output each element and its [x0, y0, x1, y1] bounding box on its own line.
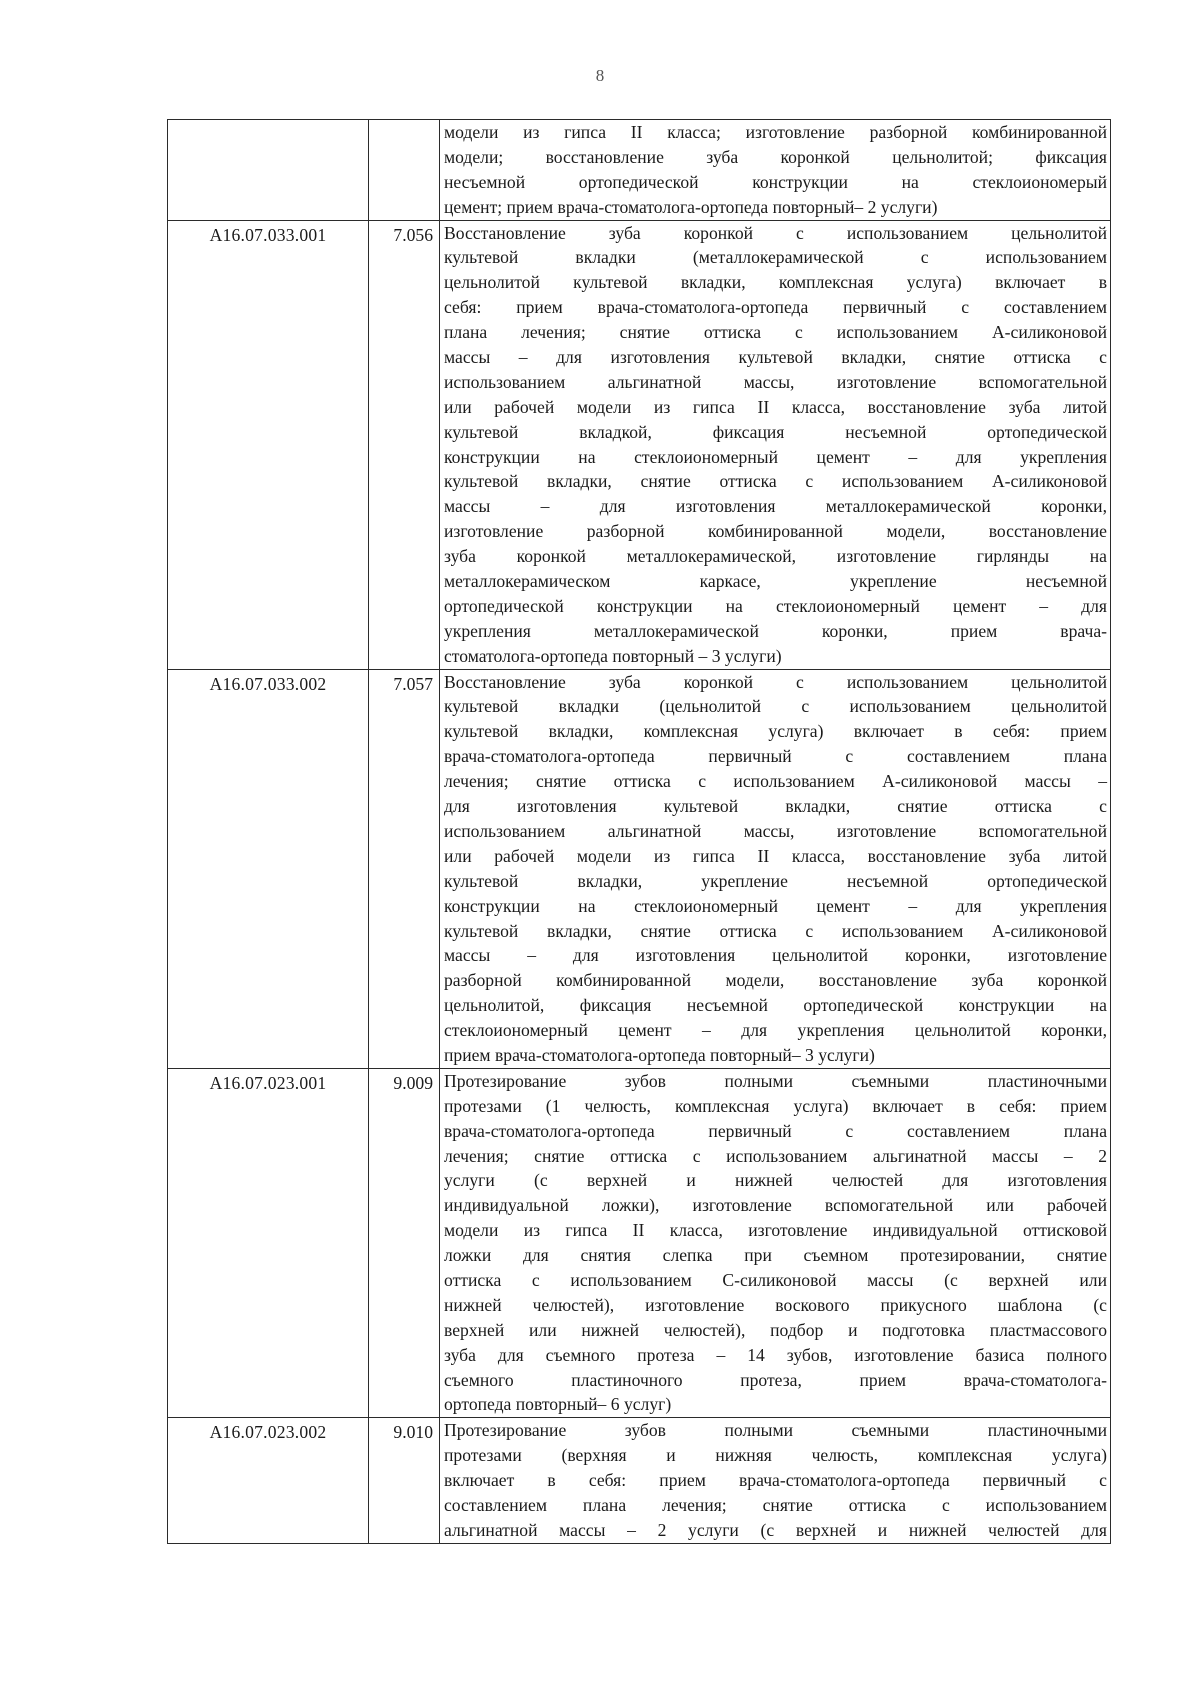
- description-line: культевой вкладкой, фиксация несъемной ортопедической: [444, 421, 1107, 442]
- page-number: 8: [595, 66, 605, 85]
- description-line: укрепления металлокерамической коронки, прием врача-: [444, 620, 1107, 641]
- service-code-cell: A16.07.023.001: [168, 1068, 369, 1417]
- description-line: культевой вкладки, комплексная услуга) включает в себя: прием: [444, 721, 1107, 742]
- table-row: [168, 1418, 1111, 1543]
- service-description-cell: [440, 669, 1111, 1068]
- description-line: модели из гипса II класса, изготовление индивидуальной оттисковой: [444, 1220, 1107, 1241]
- description-line: врача-стоматолога-ортопеда первичный с составлением плана: [444, 1120, 1107, 1141]
- tariff-table: [167, 119, 1111, 1544]
- description-line: конструкции на стеклоиономерный цемент – для укрепления: [444, 895, 1107, 916]
- description-line: массы – для изготовления цельнолитой коронки, изготовление: [444, 945, 1107, 966]
- description-line: цельнолитой, фиксация несъемной ортопедической конструкции на: [444, 995, 1107, 1016]
- description-line: плана лечения; снятие оттиска с использованием А-силиконовой: [444, 322, 1107, 343]
- description-line: массы – для изготовления металлокерамической коронки,: [444, 496, 1107, 517]
- description-line: культевой вкладки, снятие оттиска с использованием А-силиконовой: [444, 920, 1107, 941]
- description-line: зуба коронкой металлокерамической, изготовление гирлянды на: [444, 546, 1107, 567]
- description-line: стоматолога-ортопеда повторный – 3 услуги): [444, 645, 782, 666]
- description-line: протезами (1 челюсть, комплексная услуга) включает в себя: прием: [444, 1095, 1107, 1116]
- item-number-cell: 9.009: [369, 1068, 440, 1417]
- description-line: услуги (с верхней и нижней челюстей для изготовления: [444, 1170, 1107, 1191]
- description-line: массы – для изготовления культевой вкладки, снятие оттиска с: [444, 347, 1107, 368]
- description-line: составлением плана лечения; снятие оттиска с использованием: [444, 1494, 1107, 1515]
- table-body: [168, 120, 1111, 1544]
- description-line: верхней или нижней челюстей), подбор и подготовка пластмассового: [444, 1319, 1107, 1340]
- service-code-cell: A16.07.023.002: [168, 1418, 369, 1543]
- description-line: культевой вкладки (цельнолитой с использованием цельнолитой: [444, 696, 1107, 717]
- description-line: или рабочей модели из гипса II класса, восстановление зуба литой: [444, 396, 1107, 417]
- service-code-cell: A16.07.033.001: [168, 220, 369, 669]
- description-line: металлокерамическом каркасе, укрепление несъемной: [444, 571, 1107, 592]
- service-description-cell: [440, 1418, 1111, 1543]
- table-row: [168, 1068, 1111, 1417]
- table-row: [168, 669, 1111, 1068]
- description-line: Восстановление зуба коронкой с использованием цельнолитой: [444, 222, 1107, 243]
- description-line: съемного пластиночного протеза, прием врача-стоматолога-: [444, 1369, 1107, 1390]
- description-line: Восстановление зуба коронкой с использованием цельнолитой: [444, 671, 1107, 692]
- description-line: прием врача-стоматолога-ортопеда повторный– 3 услуги): [444, 1044, 875, 1065]
- service-code-cell: [168, 120, 369, 221]
- table-row: [168, 220, 1111, 669]
- description-line: культевой вкладки (металлокерамической с использованием: [444, 247, 1107, 268]
- description-line: протезами (верхняя и нижняя челюсть, комплексная услуга): [444, 1445, 1107, 1466]
- description-line: разборной комбинированной модели, восстановление зуба коронкой: [444, 970, 1107, 991]
- item-number-cell: 9.010: [369, 1418, 440, 1543]
- description-line: цемент; прием врача-стоматолога-ортопеда повторный– 2 услуги): [444, 196, 938, 217]
- description-line: ортопедической конструкции на стеклоиономерный цемент – для: [444, 595, 1107, 616]
- service-description-cell: [440, 1068, 1111, 1417]
- description-line: нижней челюстей), изготовление воскового прикусного шаблона (с: [444, 1294, 1107, 1315]
- description-line: оттиска с использованием С-силиконовой массы (с верхней или: [444, 1269, 1107, 1290]
- description-line: для изготовления культевой вкладки, снятие оттиска с: [444, 796, 1107, 817]
- description-line: врача-стоматолога-ортопеда первичный с составлением плана: [444, 746, 1107, 767]
- description-line: ложки для снятия слепка при съемном протезировании, снятие: [444, 1245, 1107, 1266]
- description-line: Протезирование зубов полными съемными пластиночными: [444, 1070, 1107, 1091]
- description-line: лечения; снятие оттиска с использованием А-силиконовой массы –: [444, 771, 1107, 792]
- description-line: несъемной ортопедической конструкции на стеклоиономерый: [444, 171, 1107, 192]
- description-line: ортопеда повторный– 6 услуг): [444, 1394, 672, 1415]
- description-line: альгинатной массы – 2 услуги (с верхней и нижней челюстей для: [444, 1519, 1107, 1540]
- description-line: цельнолитой культевой вкладки, комплексная услуга) включает в: [444, 272, 1107, 293]
- service-description-cell: [440, 220, 1111, 669]
- item-number-cell: 7.056: [369, 220, 440, 669]
- service-description-cell: [440, 120, 1111, 221]
- description-line: модели; восстановление зуба коронкой цельнолитой; фиксация: [444, 146, 1107, 167]
- description-line: включает в себя: прием врача-стоматолога-ортопеда первичный с: [444, 1470, 1107, 1491]
- item-number-cell: 7.057: [369, 669, 440, 1068]
- item-number-cell: [369, 120, 440, 221]
- description-line: культевой вкладки, снятие оттиска с использованием А-силиконовой: [444, 471, 1107, 492]
- description-line: конструкции на стеклоиономерный цемент – для укрепления: [444, 446, 1107, 467]
- description-line: использованием альгинатной массы, изготовление вспомогательной: [444, 371, 1107, 392]
- description-line: стеклоиономерный цемент – для укрепления цельнолитой коронки,: [444, 1020, 1107, 1041]
- description-line: лечения; снятие оттиска с использованием альгинатной массы – 2: [444, 1145, 1107, 1166]
- description-line: зуба для съемного протеза – 14 зубов, изготовление базиса полного: [444, 1344, 1107, 1365]
- table-row: [168, 120, 1111, 221]
- description-line: индивидуальной ложки), изготовление вспомогательной или рабочей: [444, 1195, 1107, 1216]
- description-line: или рабочей модели из гипса II класса, восстановление зуба литой: [444, 845, 1107, 866]
- service-code-cell: A16.07.033.002: [168, 669, 369, 1068]
- description-line: использованием альгинатной массы, изготовление вспомогательной: [444, 820, 1107, 841]
- description-line: Протезирование зубов полными съемными пластиночными: [444, 1420, 1107, 1441]
- description-line: культевой вкладки, укрепление несъемной ортопедической: [444, 870, 1107, 891]
- description-line: себя: прием врача-стоматолога-ортопеда первичный с составлением: [444, 297, 1107, 318]
- description-line: изготовление разборной комбинированной модели, восстановление: [444, 521, 1107, 542]
- description-line: модели из гипса II класса; изготовление разборной комбинированной: [444, 122, 1107, 142]
